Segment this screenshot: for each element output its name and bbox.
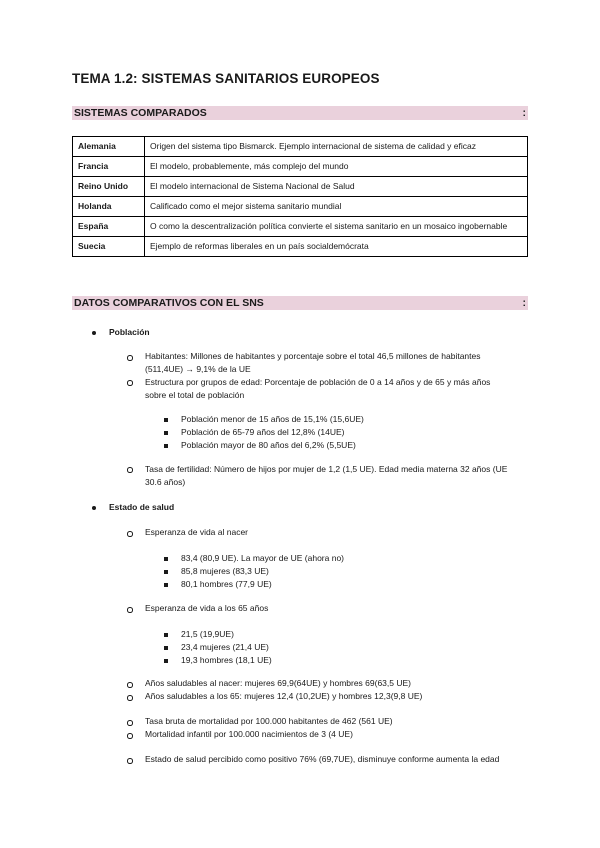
- e65-sub-item: 21,5 (19,9UE): [181, 629, 234, 639]
- bullet-square-icon: [164, 431, 168, 435]
- esperanza-65: Esperanza de vida a los 65 años: [145, 603, 269, 613]
- bullet-square-icon: [164, 444, 168, 448]
- bullet-circle-icon: [127, 531, 133, 537]
- bullet-circle-icon: [127, 355, 133, 361]
- saludables-nacer: Años saludables al nacer: mujeres 69,9(64UE) y hombres 69(63,5 UE): [145, 678, 411, 688]
- saludables-65: Años saludables a los 65: mujeres 12,4 (10,2UE) y hombres 12,3(9,8 UE): [145, 691, 423, 701]
- mortalidad: Tasa bruta de mortalidad por 100.000 habitantes de 462 (561 UE): [145, 716, 393, 726]
- country-cell: Reino Unido: [73, 177, 145, 197]
- description-cell: Ejemplo de reformas liberales en un país socialdemócrata: [145, 237, 528, 257]
- section-header-datos: [72, 296, 528, 310]
- estructura-line-1: Estructura por grupos de edad: Porcentaje de población de 0 a 14 años y de 65 y más años: [145, 377, 491, 387]
- table-row: [73, 137, 528, 157]
- nacer-sub-item: 85,8 mujeres (83,3 UE): [181, 566, 269, 576]
- nacer-sub-item: 83,4 (80,9 UE). La mayor de UE (ahora no): [181, 553, 344, 563]
- country-cell: Francia: [73, 157, 145, 177]
- section-label: DATOS COMPARATIVOS CON EL SNS: [74, 297, 264, 309]
- section-header-sistemas: [72, 106, 528, 120]
- bullet-square-icon: [164, 583, 168, 587]
- e65-sub-item: 19,3 hombres (18,1 UE): [181, 655, 272, 665]
- poblacion-sub-item: Población de 65-79 años del 12,8% (14UE): [181, 427, 345, 437]
- section-colon: :: [522, 107, 526, 119]
- table-row: [73, 157, 528, 177]
- table-row: [73, 177, 528, 197]
- table-row: [73, 197, 528, 217]
- bullet-square-icon: [164, 418, 168, 422]
- bullet-circle-icon: [127, 682, 133, 688]
- section-label: SISTEMAS COMPARADOS: [74, 107, 207, 119]
- salud-percibido: Estado de salud percibido como positivo 76% (69,7UE), disminuye conforme aumenta la edad: [145, 754, 500, 764]
- estructura-line-2: sobre el total de población: [145, 390, 245, 400]
- bullet-disc-icon: [92, 506, 96, 510]
- salud-heading: Estado de salud: [109, 502, 175, 512]
- e65-sub-item: 23,4 mujeres (21,4 UE): [181, 642, 269, 652]
- poblacion-heading: Población: [109, 327, 150, 337]
- bullet-circle-icon: [127, 758, 133, 764]
- poblacion-sub-item: Población mayor de 80 años del 6,2% (5,5UE): [181, 440, 356, 450]
- page-title: TEMA 1.2: SISTEMAS SANITARIOS EUROPEOS: [72, 71, 380, 86]
- bullet-circle-icon: [127, 720, 133, 726]
- table-row: [73, 237, 528, 257]
- mortalidad-infantil: Mortalidad infantil por 100.000 nacimientos de 3 (4 UE): [145, 729, 353, 739]
- bullet-circle-icon: [127, 607, 133, 613]
- section-colon: :: [522, 297, 526, 309]
- bullet-circle-icon: [127, 380, 133, 386]
- country-cell: Suecia: [73, 237, 145, 257]
- poblacion-sub-item: Población menor de 15 años de 15,1% (15,6UE): [181, 414, 364, 424]
- bullet-circle-icon: [127, 695, 133, 701]
- bullet-disc-icon: [92, 331, 96, 335]
- fertilidad-line-1: Tasa de fertilidad: Número de hijos por mujer de 1,2 (1,5 UE). Edad media materna 32 años (UE: [145, 464, 508, 474]
- habitantes-line-1: Habitantes: Millones de habitantes y porcentaje sobre el total 46,5 millones de habitantes: [145, 351, 481, 361]
- fertilidad-line-2: 30.6 años): [145, 477, 186, 487]
- nacer-sub-item: 80,1 hombres (77,9 UE): [181, 579, 272, 589]
- habitantes-line-2: (511,4UE) → 9,1% de la UE: [145, 364, 251, 374]
- description-cell: Origen del sistema tipo Bismarck. Ejemplo internacional de sistema de calidad y eficaz: [145, 137, 528, 157]
- comparison-table: [72, 136, 528, 257]
- bullet-square-icon: [164, 646, 168, 650]
- bullet-square-icon: [164, 557, 168, 561]
- bullet-circle-icon: [127, 733, 133, 739]
- bullet-square-icon: [164, 570, 168, 574]
- bullet-square-icon: [164, 633, 168, 637]
- description-cell: El modelo, probablemente, más complejo del mundo: [145, 157, 528, 177]
- description-cell: El modelo internacional de Sistema Nacional de Salud: [145, 177, 528, 197]
- esperanza-nacer: Esperanza de vida al nacer: [145, 527, 249, 537]
- bullet-square-icon: [164, 659, 168, 663]
- country-cell: Holanda: [73, 197, 145, 217]
- table-row: [73, 217, 528, 237]
- description-cell: Calificado como el mejor sistema sanitario mundial: [145, 197, 528, 217]
- description-cell: O como la descentralización política convierte el sistema sanitario en un mosaico ingobernable: [145, 217, 528, 237]
- country-cell: España: [73, 217, 145, 237]
- country-cell: Alemania: [73, 137, 145, 157]
- bullet-circle-icon: [127, 467, 133, 473]
